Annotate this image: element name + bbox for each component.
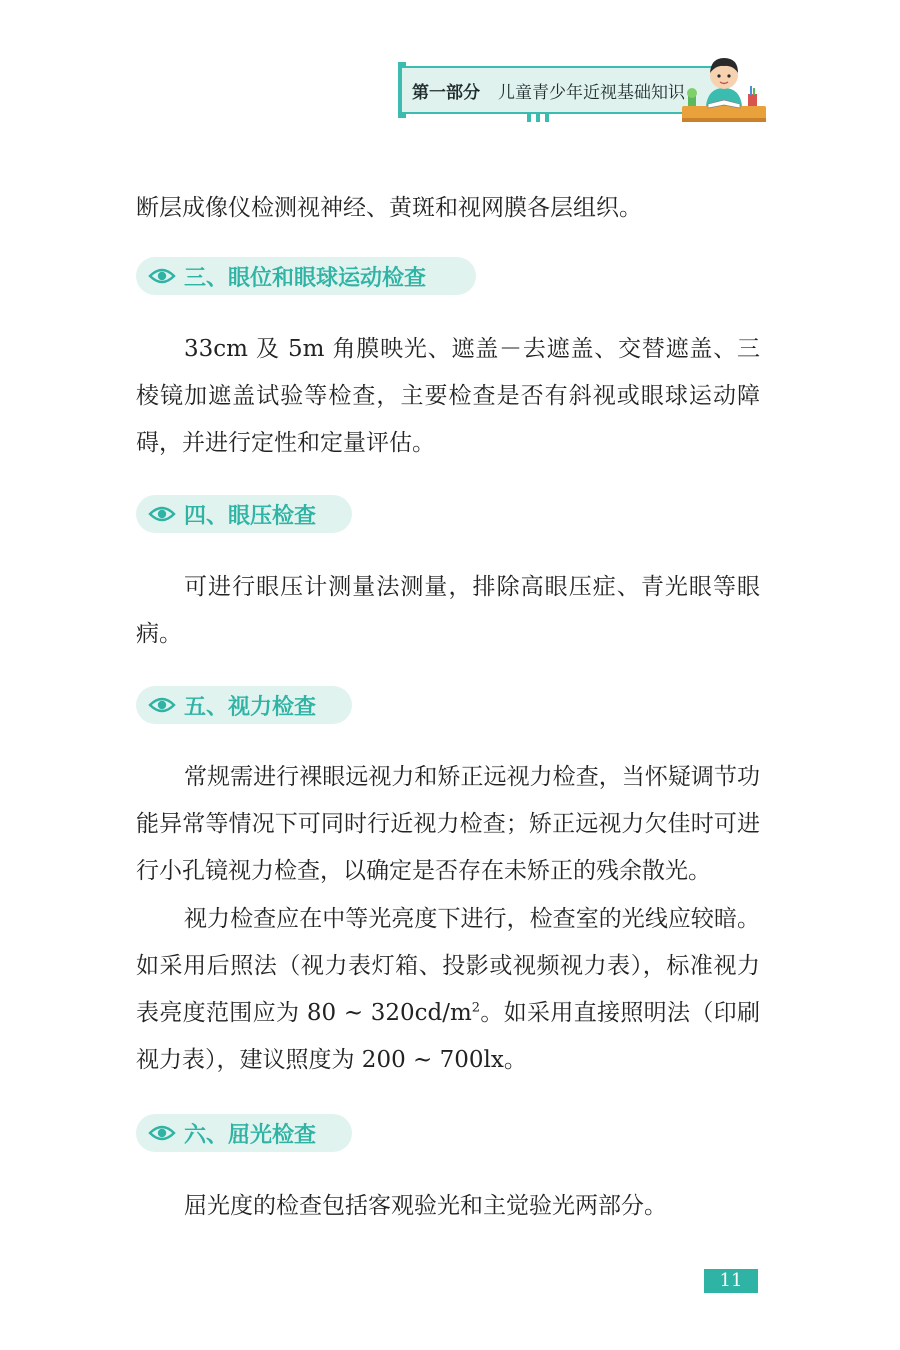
section-heading-iop: [136, 495, 352, 533]
paragraph-continued: 断层成像仪检测视神经、黄斑和视网膜各层组织。: [136, 195, 642, 221]
paragraph-visual-acuity: 常规需进行裸眼远视力和矫正远视力检查，当怀疑调节功能异常等情况下可同时行近视力检查；矫正远视力欠佳时可进行小孔镜视力检查，以确定是否存在未矫正的残余散光。: [136, 764, 760, 884]
header-part: 第一部分: [412, 83, 480, 103]
superscript: 2: [471, 1000, 481, 1016]
header-title: 儿童青少年近视基础知识: [498, 83, 685, 103]
header-decoration-ticks: [527, 112, 557, 122]
eye-icon: [148, 695, 176, 715]
section-title: 三、眼位和眼球运动检查: [184, 265, 427, 291]
paragraph-refraction: 屈光度的检查包括客观验光和主觉验光两部分。: [184, 1193, 667, 1219]
section-heading-visual-acuity: [136, 686, 352, 724]
paragraph-lighting: [136, 896, 760, 1084]
paragraph-lighting-text-a: 视力检查应在中等光亮度下进行，检查室的光线应较暗。如采用后照法（视力表灯箱、投影或视频视力表），标准视力表亮度范围应为 80 ~ 320cd/m: [136, 906, 760, 1026]
section-heading-refraction: [136, 1114, 352, 1152]
section-heading-eye-position: [136, 257, 476, 295]
paragraph-eye-position: 33cm 及 5m 角膜映光、遮盖－去遮盖、交替遮盖、三棱镜加遮盖试验等检查，主要检查是否有斜视或眼球运动障碍，并进行定性和定量评估。: [136, 336, 760, 456]
section-title: 六、屈光检查: [184, 1122, 317, 1148]
running-header: [412, 78, 685, 103]
eye-icon: [148, 1123, 176, 1143]
eye-icon: [148, 266, 176, 286]
eye-icon: [148, 504, 176, 524]
paragraph-lighting-text-b: 。如采用直接照明法（印刷视力表），建议照度为 200 ~ 700lx。: [136, 1000, 760, 1073]
section-title: 四、眼压检查: [184, 503, 317, 529]
section-title: 五、视力检查: [184, 694, 317, 720]
page-number: 11: [704, 1269, 758, 1293]
paragraph-iop: 可进行眼压计测量法测量，排除高眼压症、青光眼等眼病。: [136, 574, 760, 647]
student-reading-illustration: [678, 48, 770, 128]
